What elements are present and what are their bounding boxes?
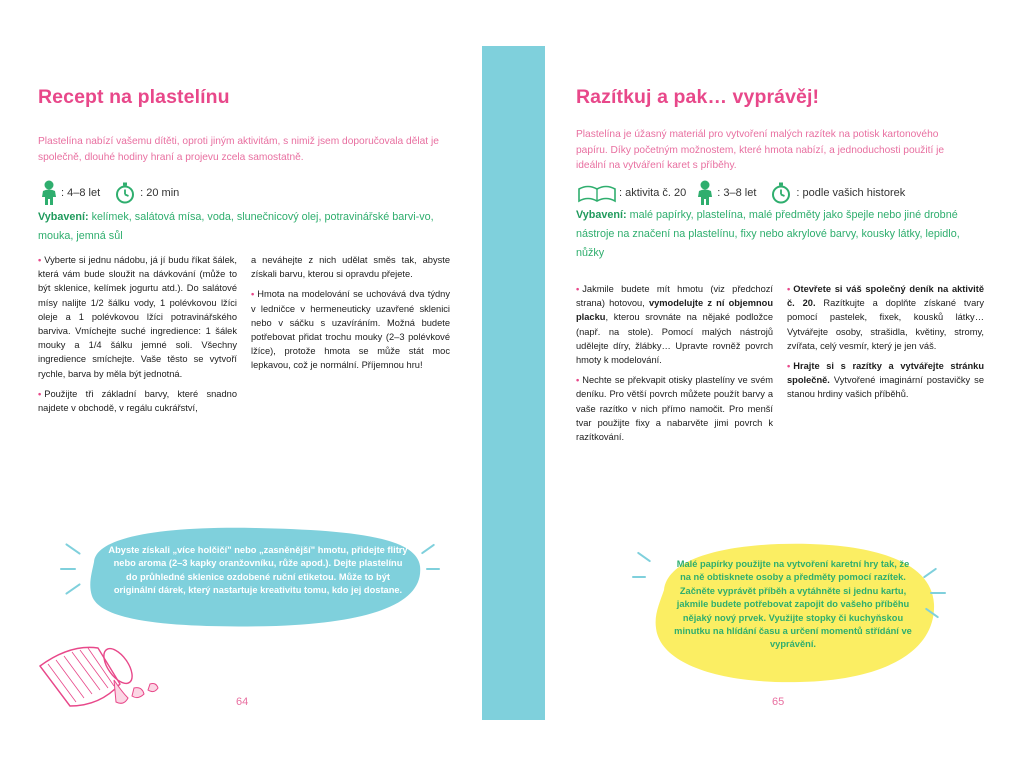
equipment-text: malé papírky, plastelína, malé předměty jako špejle nebo jiné drobné nástroje na značení na plastelínu, fixy nebo akrylové barvy, kousky látky, lepidlo, nůžky [576,209,960,259]
page-number-right: 65 [772,696,785,708]
stopwatch-icon [770,182,792,204]
age-label: : 3–8 let [717,187,757,199]
paragraph: a neváhejte z nich udělat směs tak, abyste získali barvu, kterou si opravdu přejete. [251,255,450,280]
equipment-right [576,206,970,263]
page-number-left: 64 [236,696,249,708]
activity-label: : aktivita č. 20 [619,187,687,199]
paragraph-bold: Otevřete si váš společný deník na aktivitě č. 20. [787,284,984,309]
right-column-2: • Otevřete si váš společný deník na aktivitě č. 20. Razítkujte a doplňte získané tvary pomocí pastelek, fixek, kousků látky… Vytvářejte osoby, strašidla, květiny, stromy, zvířata, celý vesmír, který je jen váš. • Hrajte si s razítky a vytvářejte stránku společně. Vytvořené imaginární postavičky se stanou hrdiny vašich příběhů. [787,284,984,400]
meta-right [577,180,905,206]
decor-line [632,576,646,578]
paragraph-bold: Hrajte si s razítky a vytvářejte stránku společně. [787,361,984,386]
decor-line [60,568,76,570]
decor-line [426,568,440,570]
paragraph-bold: vymodelujte z ní objemnou placku [576,298,773,323]
paragraph-post: Vytvořené imaginární postavičky se stanou hrdiny vašich příběhů. [787,375,984,400]
decor-line [637,552,651,563]
intro-left: Plastelína nabízí vašemu dítěti, oproti jiným aktivitám, s nimiž jsem doporučovala dělat je společně, dlouhé hodiny hraní a projevu zcela samostatně. [38,136,439,163]
child-icon [40,180,58,206]
equipment-label: Vybavení: [38,211,89,223]
page-title-left: Recept na plastelínu [38,86,230,108]
age-label: : 4–8 let [61,187,101,199]
paragraph-post: , kterou srovnáte na nějaké podložce (např. na stole). Pomocí malých nástrojů udělejte díry, žlábky… Upravte rovněž povrch hmoty k modelování. [576,312,773,366]
paragraph: Vyberte si jednu nádobu, já jí budu říkat šálek, která vám bude sloužit na dávkování (může to být sklenice, kelímek jogurtu atd.). Do salátové mísy nalijte 1/2 šálku vody, 1 polévkovou lžíci oleje a 1 polévkovou lžíci potravinářského barviva. Vmíchejte suché ingredience: 1 šálek mouky a 1/4 šálku jemné soli. Všechny ingredience smíchejte. Vaše těsto se vytvoří rychle, barva by měla být jednotná. [38,255,237,379]
tip-text-left: Abyste získali „více holčičí" nebo „zasněnější" hmotu, přidejte flitry nebo aroma (2–3 kapky oranžovníku, růže apod.). Dejte plastelínu do průhledné sklenice ozdobené ruční etiketou. Může to být originální dárek, který nastartuje kreativitu tomu, kdo jej dostane. [108,545,408,596]
left-column-1: • Vyberte si jednu nádobu, já jí budu říkat šálek, která vám bude sloužit na dávkování (může to být sklenice, kelímek jogurtu atd.). Do salátové mísy nalijte 1/2 šálku vody, 1 polévkovou lžíci oleje a 1 polévkovou lžíci potravinářského barviva. Vmíchejte suché ingredience: 1 šálek mouky a 1/4 šálku jemné soli. Všechny ingredience smíchejte. Vaše těsto se vytvoří rychle, barva by měla být jednotná. • Použijte tři základní barvy, které snadno najdete v obchodě, v regálu cukrářství, [38,255,237,414]
decor-line [930,592,946,594]
jar-illustration [30,636,170,712]
paragraph-pre: Nechte se překvapit otisky plastelíny ve svém deníku. Pro větší povrch můžete použít barvy a vaše razítko v nich přímo namočit. Pro menší tvar použijte fixy a nabarvěte jimi povrch k razítkování. [576,375,773,443]
paragraph-pre: Jakmile budete mít hmotu (viz předchozí strana) hotovou, [576,284,773,309]
paragraph: Hmota na modelování se uchovává dva týdny v ledničce v hermeneuticky uzavřené sklenici nebo v sáčku s uzavíráním. Možná budete potřebovat přidat trochu mouky (2–3 polévkové lžíce), protože hmota se může stát moc lepkavou, což je normální. Příjemnou hru! [251,289,450,371]
meta-left [40,180,179,206]
time-label: : podle vašich historek [796,187,906,199]
book-spine [482,46,545,720]
left-column-2: a neváhejte z nich udělat směs tak, abyste získali barvu, kterou si opravdu přejete. • Hmota na modelování se uchovává dva týdny v ledničce v hermeneuticky uzavřené sklenici nebo v sáčku s uzavíráním. Možná budete potřebovat přidat trochu mouky (2–3 polévkové lžíce), protože hmota se může stát moc lepkavou, což je normální. Příjemnou hru! [251,255,450,371]
child-icon [696,180,714,206]
right-column-1: • Jakmile budete mít hmotu (viz předchozí strana) hotovou, vymodelujte z ní objemnou placku, kterou srovnáte na nějaké podložce (např. na stole). Pomocí malých nástrojů udělejte díry, žlábky… Upravte rovněž povrch hmoty k modelování. • Nechte se překvapit otisky plastelíny ve svém deníku. Pro větší povrch můžete použít barvy a vaše razítko v nich přímo namočit. Pro menší tvar použijte fixy a nabarvěte jimi povrch k razítkování. [576,284,773,443]
intro-right: Plastelína je úžasný materiál pro vytvoření malých razítek na potisk kartonového papíru. Díky početným možnostem, které hmota nabízí, a jednoduchosti použití je ideální na vytváření karet s příběhy. [576,129,945,171]
time-label: : 20 min [140,187,180,199]
paragraph-post: Razítkujte a doplňte získané tvary pomocí pastelek, fixek, kousků látky… Vytvářejte osoby, strašidla, květiny, stromy, zvířata, celý vesmír, který je jen váš. [787,298,984,351]
page-title-right: Razítkuj a pak… vyprávěj! [576,86,820,108]
equipment-left [38,208,450,246]
book-icon [577,183,617,203]
equipment-text: kelímek, salátová mísa, voda, slunečnicový olej, potravinářské barvi-vo, mouka, jemná sůl [38,211,434,242]
tip-text-right: Malé papírky použijte na vytvoření karetní hry tak, že na ně obtisknete osoby a předměty pomocí razítek. Začněte vyprávět příběh a vytáhněte si jednu kartu, jakmile budete potřebovat zapojit do vašeho příběhu nějaký nový prvek. Využijte stopky či kuchyňskou minutku na hlídání času a určení momentů střídání ve vyprávění. [674,559,912,650]
paragraph: Použijte tři základní barvy, které snadno najdete v obchodě, v regálu cukrářství, [38,388,237,414]
equipment-label: Vybavení: [576,209,627,221]
stopwatch-icon [114,182,136,204]
